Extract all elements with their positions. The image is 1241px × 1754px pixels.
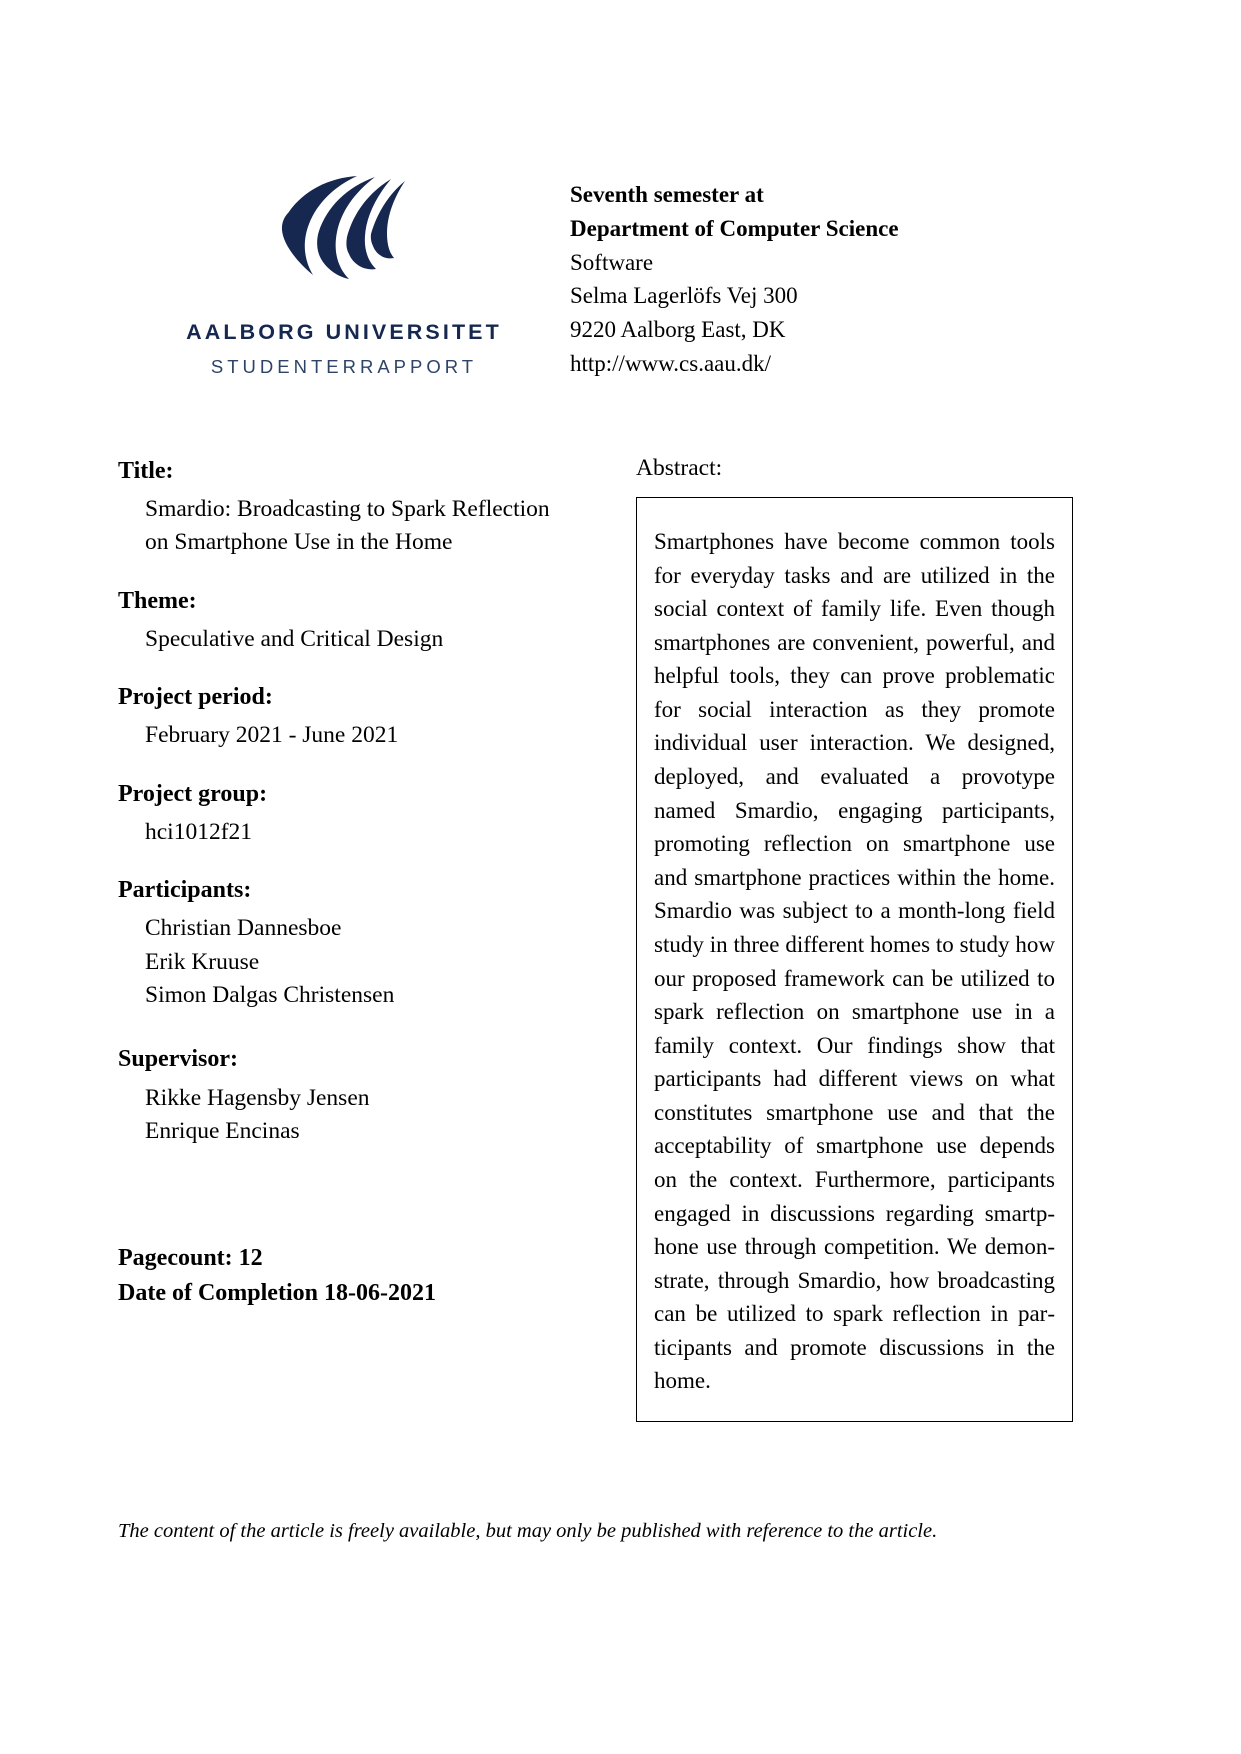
participant-name: Christian Dannesboe <box>145 915 342 942</box>
field-title <box>118 455 618 576</box>
field-project-group-values <box>118 811 618 865</box>
address-line-semester: Seventh semester at <box>570 182 764 207</box>
field-project-group-label: Project group: <box>118 780 268 807</box>
field-participants-label: Participants: <box>118 877 252 904</box>
field-title-label: Title: <box>118 458 174 484</box>
field-title-value-line: on Smartphone Use in the Home <box>145 529 453 556</box>
field-supervisor <box>118 1043 618 1164</box>
project-metadata-column <box>118 455 618 1311</box>
aalborg-university-wave-logo-icon <box>271 176 417 288</box>
copyright-note: The content of the article is freely available, but may only be published with reference to the article. <box>118 1520 938 1542</box>
address-line-city: 9220 Aalborg East, DK <box>570 317 786 343</box>
university-logo-block <box>118 168 570 378</box>
address-line-programme: Software <box>570 249 654 275</box>
supervisor-name: Enrique Encinas <box>145 1117 300 1144</box>
field-project-period <box>118 681 618 768</box>
address-line-street: Selma Lagerlöfs Vej 300 <box>570 283 798 309</box>
field-project-group-value-line: hci1012f21 <box>145 818 253 845</box>
university-name: AALBORG UNIVERSITET <box>186 320 502 344</box>
page-header <box>118 168 1123 381</box>
title-page-body <box>118 455 1123 1422</box>
field-title-values <box>118 488 618 576</box>
report-summary <box>118 1235 618 1311</box>
participant-name: Simon Dalgas Christensen <box>145 982 395 1009</box>
field-project-period-value-line: February 2021 - June 2021 <box>145 722 399 749</box>
field-participants <box>118 874 618 1028</box>
abstract-text: Smartphones have become common tools for everyday tasks and are utilized in the social context of family life. Even though smartphones are convenient, powerful, and helpful tools, they can prove problematic for social interaction as they promote individual user interaction. We designed, deployed, and evaluated a provotype named Smardio, engaging participants, promoting reflection on smartphone use and smartphone practices within the home. Smardio was subject to a month-long field study in three different homes to study how our proposed framework can be utilized to spark reflection on smartphone use in a family context. Our findings show that participants had different views on what constitutes smartphone use and that the acceptability of smartphone use depends on the context. Furthermore, participants engaged in discussions regarding smartphone use through competition. We demonstrate, through Smardio, how broadcasting can be utilized to spark reflection in participants and promote discussions in the home. <box>654 529 1055 1394</box>
field-project-period-values <box>118 714 618 768</box>
pagecount-label: Pagecount: 12 <box>118 1245 263 1272</box>
abstract-label: Abstract: <box>636 455 723 481</box>
summary-spacer <box>118 1173 618 1235</box>
completion-date-label: Date of Completion 18-06-2021 <box>118 1280 436 1307</box>
address-line-url[interactable]: http://www.cs.aau.dk/ <box>570 350 772 376</box>
address-line-department: Department of Computer Science <box>570 215 899 241</box>
field-theme-value-line: Speculative and Critical Design <box>145 625 444 652</box>
field-theme-label: Theme: <box>118 587 197 614</box>
field-supervisor-values <box>118 1077 618 1165</box>
field-theme-values <box>118 618 618 672</box>
field-participants-values <box>118 907 618 1028</box>
field-project-group <box>118 778 618 865</box>
department-address <box>570 168 1040 381</box>
report-type-label: STUDENTERRAPPORT <box>210 356 478 377</box>
participant-name: Erik Kruuse <box>145 948 260 975</box>
abstract-box <box>636 497 1073 1422</box>
field-theme <box>118 585 618 672</box>
supervisor-name: Rikke Hagensby Jensen <box>145 1084 370 1111</box>
field-project-period-label: Project period: <box>118 684 273 711</box>
field-supervisor-label: Supervisor: <box>118 1046 238 1073</box>
field-title-value-line: Smardio: Broadcasting to Spark Reflection <box>145 496 550 523</box>
abstract-column <box>636 455 1091 1422</box>
